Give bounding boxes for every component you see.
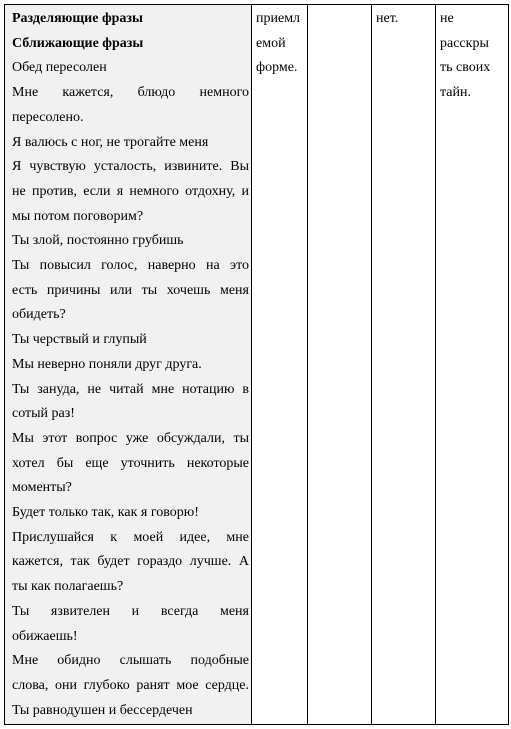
phrases-cell — [5, 5, 252, 725]
phrase-line: Будет только так, как я говорю! — [12, 505, 199, 521]
phrase-line: Ты черствый и глупый — [12, 332, 147, 348]
cell-text-line: форме. — [256, 60, 298, 76]
phrase-line: Ты зануда, не читай мне нотацию в — [12, 381, 249, 397]
phrase-line: Ты равнодушен и бессердечен — [12, 702, 193, 718]
cell-text-line: нет. — [376, 11, 399, 26]
cell-text-line: тайн. — [440, 85, 471, 101]
phrase-line: ты как полагаешь? — [12, 579, 124, 595]
phrase-line: Я чувствую усталость, извините. Вы — [12, 159, 249, 175]
phrase-line: Мы этот вопрос уже обсуждали, ты — [12, 430, 249, 446]
separating-phrases-heading: Разделяющие фразы — [12, 11, 143, 26]
cell-text-line: не — [440, 11, 454, 26]
phrase-line: Ты повысил голос, наверно на это — [12, 258, 249, 274]
phrase-line: моменты? — [12, 480, 72, 496]
cell-text-line: расскры — [440, 35, 489, 51]
cell-text-line: ть своих — [440, 60, 491, 76]
phrase-line: хотел бы еще уточнить некоторые — [12, 455, 249, 471]
cell-text-line: емой — [256, 35, 286, 51]
column-c-cell — [308, 5, 372, 725]
phrase-line: Ты злой, постоянно грубишь — [12, 233, 184, 249]
phrase-line: обижаешь! — [12, 628, 78, 644]
phrase-line: сотый раз! — [12, 406, 75, 422]
column-d-cell — [372, 5, 436, 725]
phrase-line: Я валюсь с ног, не трогайте меня — [12, 134, 209, 150]
phrase-line: обидеть? — [12, 307, 66, 323]
bringing-closer-phrases-heading: Сближающие фразы — [12, 35, 144, 51]
column-b-cell — [252, 5, 308, 725]
phrase-line: есть причины или ты хочешь меня — [12, 282, 249, 298]
phrases-table — [4, 4, 509, 725]
phrase-line: Прислушайся к моей идее, мне — [12, 529, 249, 545]
phrase-line: не против, если я немного отдохну, и — [12, 183, 249, 199]
table-row — [5, 5, 509, 725]
phrase-line: слова, они глубоко ранят мое сердце. — [12, 677, 249, 693]
phrase-line: мы потом поговорим? — [12, 208, 144, 224]
phrase-line: Мне обидно слышать подобные — [12, 653, 249, 669]
cell-text-line: приемл — [256, 11, 301, 26]
phrase-line: Мы неверно поняли друг друга. — [12, 356, 202, 372]
phrase-line: кажется, так будет гораздо лучше. А — [12, 554, 249, 570]
phrase-line: Мне кажется, блюдо немного — [12, 85, 249, 101]
phrase-line: пересолено. — [12, 109, 84, 125]
phrase-line: Обед пересолен — [12, 60, 107, 76]
column-e-cell — [436, 5, 509, 725]
phrase-line: Ты язвителен и всегда меня — [12, 603, 249, 619]
